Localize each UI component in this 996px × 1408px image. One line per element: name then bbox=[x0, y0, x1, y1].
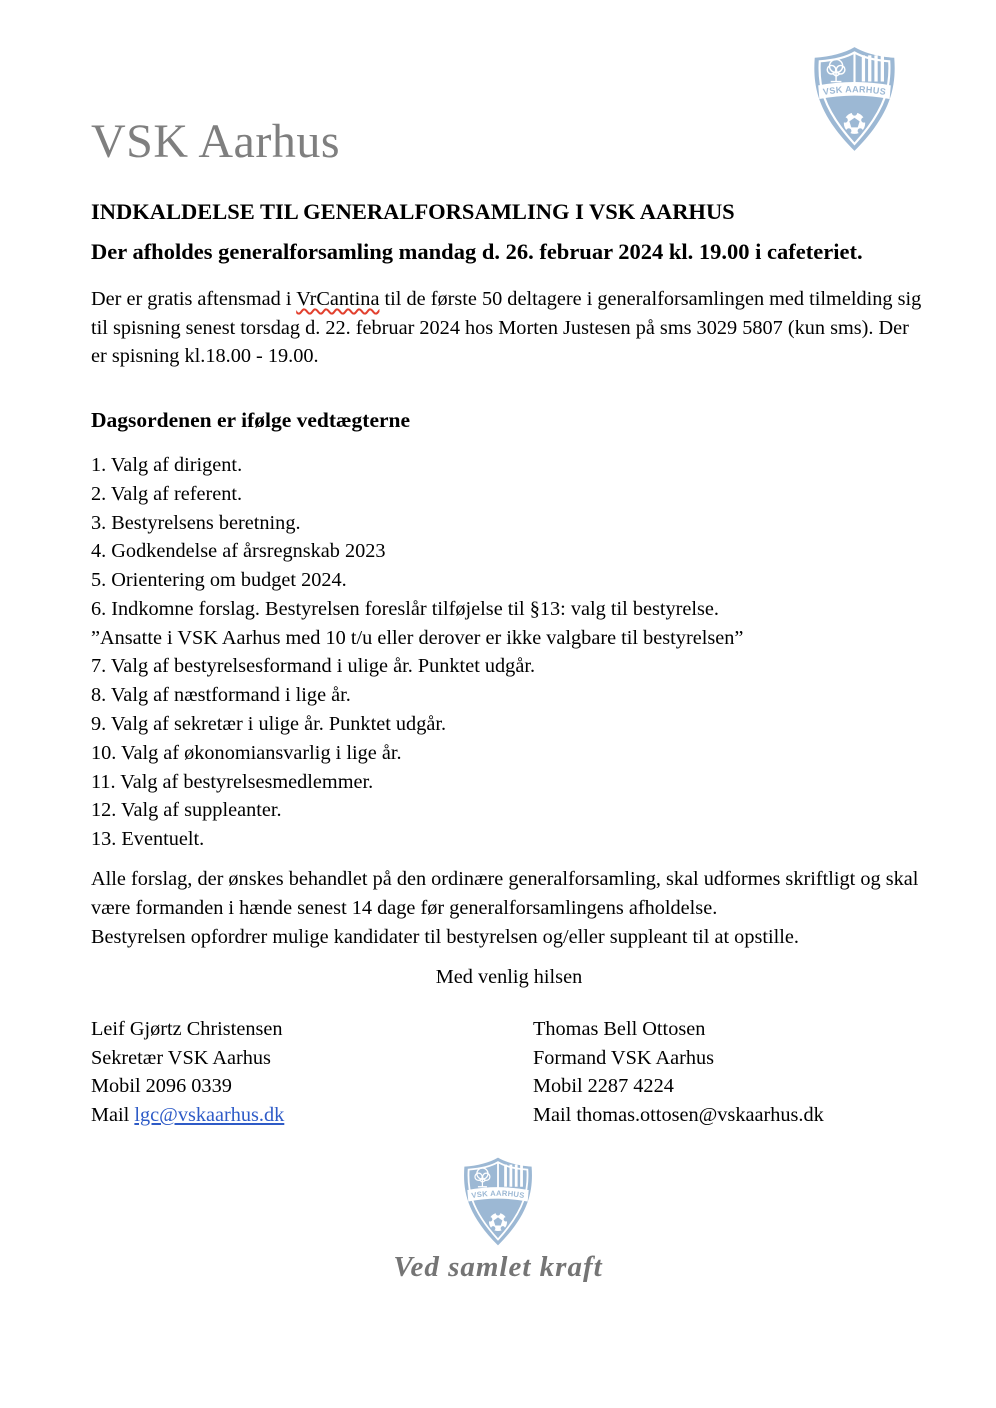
crest-shield bbox=[457, 1155, 539, 1248]
agenda-line: 3. Bestyrelsens beretning. bbox=[91, 511, 301, 534]
agenda-line: 12. Valg af suppleanter. bbox=[91, 799, 282, 822]
agenda-heading: Dagsordenen er ifølge vedtægterne bbox=[91, 408, 411, 433]
crest-shield bbox=[806, 44, 903, 154]
signatory-mobile: Mobil 2096 0339 bbox=[91, 1075, 232, 1098]
club-crest-top bbox=[806, 44, 903, 154]
club-crest-bottom bbox=[457, 1155, 539, 1248]
signature-block bbox=[91, 1015, 927, 1129]
closing-line-proposals: Alle forslag, der ønskes behandlet på den ordinære generalforsamling, skal udformes skriftligt og skal være formanden i hænde senest 14 dage før generalforsamlingens afholdelse. bbox=[91, 868, 919, 919]
signatory-name: Thomas Bell Ottosen bbox=[533, 1018, 706, 1041]
page-title: VSK Aarhus bbox=[91, 115, 341, 168]
signatory-role: Formand VSK Aarhus bbox=[533, 1046, 715, 1069]
letter-body bbox=[91, 199, 927, 1130]
intro-text-after: til de første 50 deltagere i generalforsamlingen med tilmelding sig til spisning senest torsdag d. 22. februar 2024 hos Morten Justesen på sms 3029 5807 (kun sms). Der er spisning kl.18.00 - 19.00. bbox=[91, 287, 922, 368]
heading-meeting-details: Der afholdes generalforsamling mandag d. 26. februar 2024 kl. 19.00 i cafeteriet. bbox=[91, 238, 863, 264]
signatory-role: Sekretær VSK Aarhus bbox=[91, 1046, 271, 1069]
agenda-line: 2. Valg af referent. bbox=[91, 482, 243, 505]
intro-paragraph bbox=[91, 285, 927, 371]
crest-banner-text: VSK AARHUS bbox=[470, 1188, 526, 1200]
agenda-line: 5. Orientering om budget 2024. bbox=[91, 569, 347, 592]
closing-line-candidates: Bestyrelsen opfordrer mulige kandidater til bestyrelsen og/eller suppleant til at opstille. bbox=[91, 925, 799, 948]
agenda-list bbox=[91, 451, 927, 854]
email-link[interactable]: lgc@vskaarhus.dk bbox=[134, 1104, 285, 1127]
signatory-name: Leif Gjørtz Christensen bbox=[91, 1018, 283, 1041]
heading-invitation: INDKALDELSE TIL GENERALFORSAMLING I VSK AARHUS bbox=[91, 199, 735, 224]
agenda-line: 7. Valg af bestyrelsesformand i ulige år. Punktet udgår. bbox=[91, 655, 536, 678]
footer-motto: Ved samlet kraft bbox=[393, 1250, 603, 1283]
agenda-line: 6. Indkomne forslag. Bestyrelsen foreslår tilføjelse til §13: valg til bestyrelse. bbox=[91, 597, 720, 620]
signatory-secretary bbox=[91, 1015, 533, 1129]
mail-label: Mail bbox=[533, 1104, 577, 1127]
agenda-line: 13. Eventuelt. bbox=[91, 828, 205, 851]
closing-paragraph bbox=[91, 865, 927, 951]
mail-label: Mail bbox=[91, 1104, 135, 1127]
agenda-line: 4. Godkendelse af årsregnskab 2023 bbox=[91, 540, 386, 563]
signatory-mail-line bbox=[91, 1101, 533, 1130]
signatory-mail-line bbox=[533, 1101, 824, 1130]
email-text: thomas.ottosen@vskaarhus.dk bbox=[576, 1104, 824, 1127]
sign-off: Med venlig hilsen bbox=[435, 965, 583, 988]
intro-text-before: Der er gratis aftensmad i bbox=[91, 287, 297, 310]
agenda-line: 9. Valg af sekretær i ulige år. Punktet udgår. bbox=[91, 713, 447, 736]
signatory-chairman bbox=[533, 1015, 824, 1129]
agenda-line: 11. Valg af bestyrelsesmedlemmer. bbox=[91, 770, 374, 793]
agenda-line: 8. Valg af næstformand i lige år. bbox=[91, 684, 351, 707]
agenda-quote-line: ”Ansatte i VSK Aarhus med 10 t/u eller derover er ikke valgbare til bestyrelsen” bbox=[91, 626, 744, 649]
agenda-line: 10. Valg af økonomiansvarlig i lige år. bbox=[91, 741, 402, 764]
misspelled-word: VrCantina bbox=[296, 287, 380, 310]
crest-banner-text: VSK AARHUS bbox=[822, 84, 887, 97]
signatory-mobile: Mobil 2287 4224 bbox=[533, 1075, 674, 1098]
agenda-line: 1. Valg af dirigent. bbox=[91, 453, 243, 476]
